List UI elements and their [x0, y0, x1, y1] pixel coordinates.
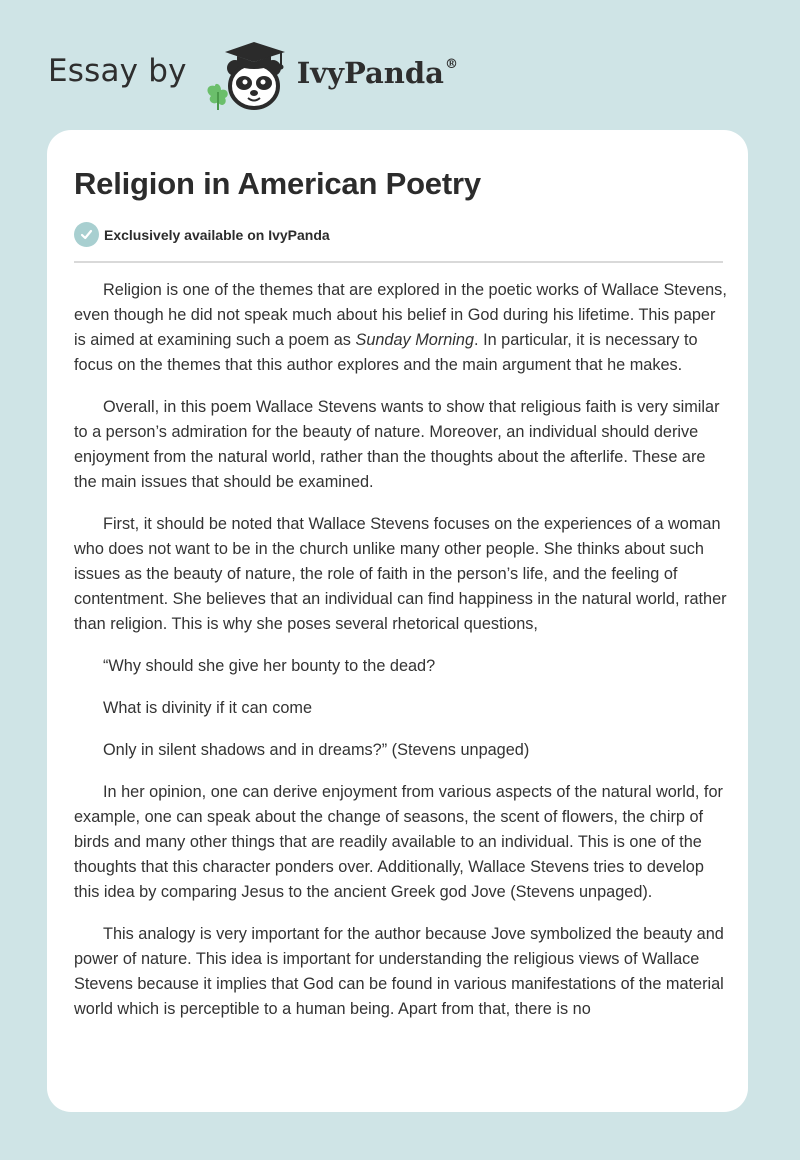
- page-title: Religion in American Poetry: [74, 166, 481, 201]
- quote-line: What is divinity if it can come: [103, 699, 313, 717]
- essay-by-label: Essay by: [48, 53, 187, 89]
- paragraph: In her opinion, one can derive enjoyment from various aspects of the natural world, for example, one can speak about the change of seasons, the scent of flowers, the chirp of birds and many other things that are readily available to an individual. This is one of the thoughts that this character ponders over. Additionally, Wallace Stevens tries to develop this idea by comparing Jesus to the ancient Greek god Jove (Stevens unpaged).: [74, 783, 723, 901]
- paragraph: [74, 278, 729, 378]
- check-circle-icon: [74, 222, 99, 247]
- divider: [74, 261, 723, 263]
- exclusive-badge: [74, 222, 330, 247]
- paragraph: This analogy is very important for the author because Jove symbolized the beauty and power of nature. This idea is important for understanding the religious views of Wallace Stevens because it implies that God can be found in various manifestations of the material world which is perceptible to a human being. Apart from that, there is no: [74, 925, 724, 1018]
- paragraph-text: Religion is one of the themes that are explored in the poetic works of Wallace Stevens, even though he did not speak much about his belief in God during his lifetime. This paper is aimed at examining such a poem as: [74, 281, 727, 349]
- essay-body: [74, 278, 729, 1039]
- quote-line: “Why should she give her bounty to the dead?: [103, 657, 436, 675]
- paragraph: Overall, in this poem Wallace Stevens wants to show that religious faith is very similar to a person’s admiration for the beauty of nature. Moreover, an individual should derive enjoyment from the natural world, rather than the thoughts about the afterlife. These are the main issues that should be examined.: [74, 398, 720, 491]
- brand-text: IvyPanda: [296, 56, 444, 90]
- poem-title: Sunday Morning: [355, 331, 475, 349]
- essay-card: [47, 130, 748, 1112]
- paragraph: First, it should be noted that Wallace Stevens focuses on the experiences of a woman who does not want to be in the church unlike many other people. She thinks about such issues as the beauty of nature, the role of faith in the person’s life, and the feeling of contentment. She believes that an individual can find happiness in the natural world, rather than religion. This is why she poses several rhetorical questions,: [74, 515, 727, 633]
- paragraph-text: . In particular, it is necessary to focus on the themes that this author explores and the main argument that he makes.: [74, 331, 698, 374]
- panda-graduate-icon[interactable]: [201, 34, 293, 114]
- registered-mark: ®: [444, 57, 458, 72]
- site-header: [48, 34, 458, 114]
- brand-name[interactable]: [297, 56, 458, 90]
- ivy-leaf-icon: [207, 84, 227, 110]
- exclusive-badge-label: Exclusively available on IvyPanda: [104, 226, 330, 243]
- quote-line: Only in silent shadows and in dreams?” (Stevens unpaged): [103, 741, 530, 759]
